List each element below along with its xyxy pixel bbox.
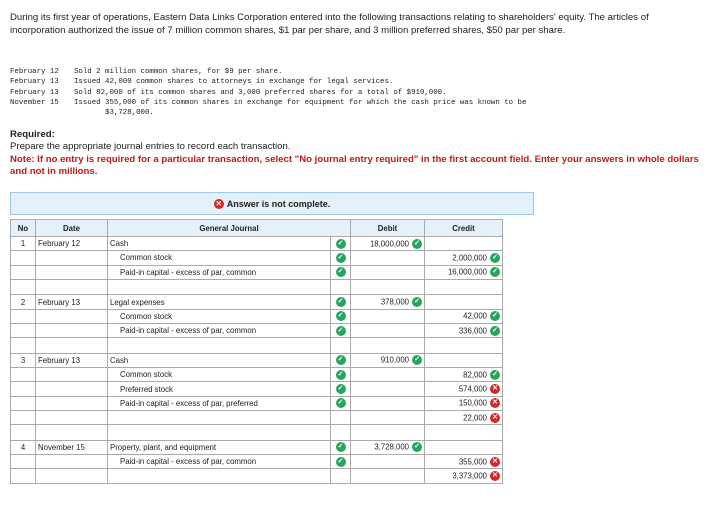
journal-row <box>11 469 503 483</box>
debit-value: 910,000 <box>380 355 409 365</box>
account-name: Common stock <box>120 311 172 321</box>
credit-input[interactable] <box>425 440 503 454</box>
transaction-date: February 13 <box>10 88 59 97</box>
account-status-cell <box>331 295 351 309</box>
transaction-description: Issued 355,000 of its common shares in exchange for equipment for which the cash price was known to be $3,728,000. <box>74 98 527 118</box>
account-name: Paid-in capital - excess of par, common <box>120 326 257 336</box>
credit-input[interactable] <box>425 295 503 309</box>
entry-number: 2 <box>11 295 36 309</box>
account-select[interactable] <box>108 323 331 337</box>
correct-check-icon: ✓ <box>336 253 346 263</box>
entry-date-select[interactable]: February 13 <box>36 353 108 367</box>
account-select[interactable] <box>108 382 331 396</box>
credit-value: 150,000 <box>458 398 487 408</box>
account-select[interactable] <box>108 396 331 410</box>
correct-check-icon: ✓ <box>490 267 500 277</box>
entry-date-select[interactable]: February 12 <box>36 237 108 251</box>
answer-status-banner <box>10 192 534 215</box>
entry-number: 4 <box>11 440 36 454</box>
account-select[interactable] <box>108 251 331 265</box>
journal-row <box>11 382 503 396</box>
account-name: Paid-in capital - excess of par, common <box>120 267 257 277</box>
entry-date-select[interactable] <box>36 396 108 410</box>
debit-input[interactable] <box>351 251 425 265</box>
credit-input[interactable] <box>425 410 503 424</box>
entry-number <box>11 323 36 337</box>
empty-cell <box>36 279 108 295</box>
transaction-description: Sold 2 million common shares, for $9 per share. <box>74 68 283 76</box>
empty-cell <box>108 425 331 441</box>
debit-input[interactable] <box>351 309 425 323</box>
journal-row <box>11 251 503 265</box>
account-status-cell <box>331 455 351 469</box>
account-select[interactable] <box>108 237 331 251</box>
empty-cell <box>11 338 36 354</box>
correct-check-icon: ✓ <box>336 311 346 321</box>
journal-table <box>10 219 503 484</box>
required-title: Required: <box>10 129 55 140</box>
entry-number <box>11 455 36 469</box>
journal-row <box>11 309 503 323</box>
entry-date-select[interactable] <box>36 323 108 337</box>
correct-check-icon: ✓ <box>336 398 346 408</box>
empty-cell <box>331 279 351 295</box>
entry-number <box>11 396 36 410</box>
entry-number <box>11 469 36 483</box>
account-name: Common stock <box>120 253 172 263</box>
account-name: Property, plant, and equipment <box>110 442 217 452</box>
credit-value: 355,000 <box>458 457 487 467</box>
debit-value: 18,000,000 <box>369 239 409 249</box>
debit-input[interactable] <box>351 469 425 483</box>
debit-input[interactable] <box>351 353 425 367</box>
entry-date-select[interactable]: November 15 <box>36 440 108 454</box>
debit-input[interactable] <box>351 396 425 410</box>
credit-input[interactable] <box>425 382 503 396</box>
transaction-description: Issued 42,000 common shares to attorneys in exchange for legal services. <box>74 78 394 87</box>
credit-input[interactable] <box>425 353 503 367</box>
debit-input[interactable] <box>351 410 425 424</box>
debit-input[interactable] <box>351 237 425 251</box>
account-status-cell <box>331 410 351 424</box>
empty-cell <box>425 338 503 354</box>
entry-number <box>11 410 36 424</box>
empty-cell <box>331 425 351 441</box>
correct-check-icon: ✓ <box>336 384 346 394</box>
account-name: Cash <box>110 355 129 365</box>
debit-input[interactable] <box>351 265 425 279</box>
transaction-date: February 12 <box>10 68 59 76</box>
transaction-item <box>10 67 526 77</box>
debit-input[interactable] <box>351 382 425 396</box>
journal-spacer-row <box>11 279 503 295</box>
transaction-description: Sold 82,000 of its common shares and 3,000 preferred shares for a total of $910,000. <box>74 88 447 97</box>
entry-number <box>11 368 36 382</box>
entry-number <box>11 251 36 265</box>
credit-input[interactable] <box>425 265 503 279</box>
incorrect-x-icon: ✕ <box>490 384 500 394</box>
credit-input[interactable] <box>425 368 503 382</box>
empty-cell <box>36 425 108 441</box>
transaction-item <box>10 77 526 87</box>
correct-check-icon: ✓ <box>490 311 500 321</box>
credit-input[interactable] <box>425 251 503 265</box>
account-status-cell <box>331 251 351 265</box>
account-select[interactable] <box>108 353 331 367</box>
credit-value: 16,000,000 <box>447 267 487 277</box>
answer-status-text: Answer is not complete. <box>226 198 331 209</box>
account-status-cell <box>331 469 351 483</box>
credit-value: 2,000,000 <box>452 253 487 263</box>
correct-check-icon: ✓ <box>412 355 422 365</box>
empty-cell <box>11 425 36 441</box>
entry-date-select[interactable] <box>36 455 108 469</box>
incorrect-x-icon: ✕ <box>490 398 500 408</box>
incorrect-x-icon: ✕ <box>490 413 500 423</box>
journal-row <box>11 323 503 337</box>
col-header-general-journal: General Journal <box>108 220 351 237</box>
account-select[interactable] <box>108 440 331 454</box>
account-select[interactable] <box>108 410 331 424</box>
credit-value: 336,000 <box>458 326 487 336</box>
account-status-cell <box>331 396 351 410</box>
account-select[interactable] <box>108 265 331 279</box>
transaction-date: November 15 <box>10 98 59 107</box>
empty-cell <box>11 279 36 295</box>
account-name: Common stock <box>120 370 172 380</box>
journal-row <box>11 237 503 251</box>
account-status-cell <box>331 368 351 382</box>
journal-row <box>11 396 503 410</box>
entry-date-select[interactable] <box>36 382 108 396</box>
empty-cell <box>425 279 503 295</box>
empty-cell <box>108 279 331 295</box>
journal-spacer-row <box>11 338 503 354</box>
incorrect-icon: ✕ <box>215 198 222 208</box>
account-name: Paid-in capital - excess of par, preferred <box>120 398 258 408</box>
credit-value: 82,000 <box>463 370 487 380</box>
credit-value: 42,000 <box>463 311 487 321</box>
entry-date-select[interactable] <box>36 265 108 279</box>
correct-check-icon: ✓ <box>336 457 346 467</box>
account-status-cell <box>331 323 351 337</box>
account-select[interactable] <box>108 469 331 483</box>
required-section <box>10 129 700 179</box>
entry-number: 1 <box>11 237 36 251</box>
account-name: Cash <box>110 239 129 249</box>
transaction-item <box>10 88 526 98</box>
correct-check-icon: ✓ <box>336 326 346 336</box>
debit-value: 3,728,000 <box>374 442 409 452</box>
credit-input[interactable] <box>425 309 503 323</box>
correct-check-icon: ✓ <box>412 297 422 307</box>
credit-input[interactable] <box>425 237 503 251</box>
transaction-list <box>10 67 526 118</box>
credit-input[interactable] <box>425 323 503 337</box>
correct-check-icon: ✓ <box>336 267 346 277</box>
col-header-debit: Debit <box>351 220 425 237</box>
entry-date-select[interactable] <box>36 309 108 323</box>
journal-row <box>11 455 503 469</box>
correct-check-icon: ✓ <box>336 442 346 452</box>
correct-check-icon: ✓ <box>490 326 500 336</box>
entry-number <box>11 309 36 323</box>
entry-date-select[interactable] <box>36 410 108 424</box>
account-status-cell <box>331 353 351 367</box>
empty-cell <box>351 425 425 441</box>
account-select[interactable] <box>108 455 331 469</box>
entry-number <box>11 265 36 279</box>
debit-input[interactable] <box>351 368 425 382</box>
account-status-cell <box>331 440 351 454</box>
journal-row <box>11 265 503 279</box>
required-note: Note: If no entry is required for a particular transaction, select "No journal entry required" in the first account field. Enter your answers in whole dollars and not in millions. <box>10 153 699 178</box>
empty-cell <box>331 338 351 354</box>
credit-value: 3,373,000 <box>452 471 487 481</box>
debit-input[interactable] <box>351 440 425 454</box>
credit-value: 22,000 <box>463 413 487 423</box>
problem-intro: During its first year of operations, Eastern Data Links Corporation entered into the following transactions relating to shareholders' equity. The articles of incorporation authorized the issue of 7 million common shares, $1 par per share, and 3 million preferred shares, $50 par per share. <box>10 12 649 36</box>
empty-cell <box>425 425 503 441</box>
credit-input[interactable] <box>425 469 503 483</box>
credit-input[interactable] <box>425 396 503 410</box>
empty-cell <box>108 338 331 354</box>
entry-date-select[interactable] <box>36 469 108 483</box>
transaction-item <box>10 98 526 119</box>
debit-input[interactable] <box>351 455 425 469</box>
account-status-cell <box>331 237 351 251</box>
debit-value: 378,000 <box>380 297 409 307</box>
journal-header-row <box>11 220 503 237</box>
entry-date-select[interactable] <box>36 251 108 265</box>
correct-check-icon: ✓ <box>336 297 346 307</box>
correct-check-icon: ✓ <box>412 239 422 249</box>
col-header-credit: Credit <box>425 220 503 237</box>
correct-check-icon: ✓ <box>490 253 500 263</box>
credit-input[interactable] <box>425 455 503 469</box>
journal-row <box>11 440 503 454</box>
correct-check-icon: ✓ <box>336 370 346 380</box>
account-name: Paid-in capital - excess of par, common <box>120 457 257 467</box>
empty-cell <box>351 338 425 354</box>
account-select[interactable] <box>108 295 331 309</box>
account-name: Preferred stock <box>120 384 173 394</box>
entry-date-select[interactable]: February 13 <box>36 295 108 309</box>
account-status-cell <box>331 309 351 323</box>
account-select[interactable] <box>108 368 331 382</box>
col-header-no: No <box>11 220 36 237</box>
required-text: Prepare the appropriate journal entries to record each transaction. <box>10 141 291 153</box>
empty-cell <box>36 338 108 354</box>
entry-date-select[interactable] <box>36 368 108 382</box>
entry-number: 3 <box>11 353 36 367</box>
credit-value: 574,000 <box>458 384 487 394</box>
transaction-date: February 13 <box>10 78 59 87</box>
debit-input[interactable] <box>351 295 425 309</box>
journal-row <box>11 353 503 367</box>
account-status-cell <box>331 382 351 396</box>
debit-input[interactable] <box>351 323 425 337</box>
journal-row <box>11 295 503 309</box>
entry-number <box>11 382 36 396</box>
correct-check-icon: ✓ <box>490 370 500 380</box>
correct-check-icon: ✓ <box>336 239 346 249</box>
col-header-date: Date <box>36 220 108 237</box>
journal-row <box>11 368 503 382</box>
account-status-cell <box>331 265 351 279</box>
empty-cell <box>351 279 425 295</box>
account-select[interactable] <box>108 309 331 323</box>
correct-check-icon: ✓ <box>412 442 422 452</box>
incorrect-x-icon: ✕ <box>490 457 500 467</box>
journal-row <box>11 410 503 424</box>
journal-spacer-row <box>11 425 503 441</box>
account-name: Legal expenses <box>110 297 165 307</box>
correct-check-icon: ✓ <box>336 355 346 365</box>
incorrect-x-icon: ✕ <box>490 471 500 481</box>
